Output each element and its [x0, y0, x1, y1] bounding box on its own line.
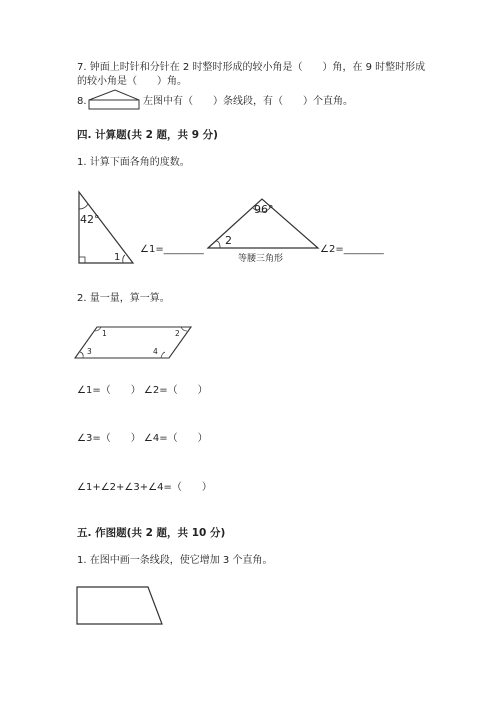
section5-q1-prompt: 1. 在图中画一条线段，使它增加 3 个直角。 [77, 555, 273, 566]
section5-title: 五. 作图题(共 2 题，共 10 分) [77, 527, 226, 539]
q7-line1: 7. 钟面上时针和分针在 2 时整时形成的较小角是（ ）角，在 9 时整时形成 [77, 62, 426, 73]
q7-line2: 的较小角是（ ）角。 [77, 76, 187, 87]
para-label-3: 3 [87, 347, 92, 356]
isosceles-triangle-figure [206, 196, 321, 252]
answer-angle1[interactable]: ∠1=________ [140, 244, 204, 255]
angle-1-label: 1 [114, 252, 121, 263]
q2-line2[interactable]: ∠3=（ ） ∠4=（ ） [77, 433, 208, 444]
answer-angle2[interactable]: ∠2=________ [320, 244, 384, 255]
arc-42 [79, 204, 88, 209]
arc-2 [216, 241, 220, 248]
q8-number: 8. [77, 96, 87, 107]
section4-title: 四. 计算题(共 2 题，共 9 分) [77, 129, 218, 141]
q2-line1[interactable]: ∠1=（ ） ∠2=（ ） [77, 385, 208, 396]
section4-q2-prompt: 2. 量一量，算一算。 [77, 293, 170, 304]
q8-figure [89, 88, 141, 110]
trapezoid-figure [76, 586, 166, 626]
para-label-2: 2 [175, 329, 180, 338]
q8-triangle [89, 90, 139, 100]
q2-line3[interactable]: ∠1+∠2+∠3+∠4=（ ） [77, 482, 212, 493]
angle-2-label: 2 [225, 234, 232, 247]
parallelogram-figure [75, 325, 195, 361]
angle-42-label: 42° [80, 213, 100, 226]
para-label-4: 4 [153, 347, 158, 356]
section4-q1-prompt: 1. 计算下面各角的度数。 [77, 157, 190, 168]
right-angle-mark [79, 257, 85, 263]
angle-96-label: 96° [254, 203, 274, 216]
isosceles-caption: 等腰三角形 [238, 254, 284, 264]
q8-text: 左图中有（ ）条线段，有（ ）个直角。 [143, 96, 353, 107]
q8-rectangle [89, 100, 139, 109]
right-triangle-figure [75, 187, 135, 267]
arc-1 [123, 255, 125, 263]
para-label-1: 1 [102, 329, 107, 338]
